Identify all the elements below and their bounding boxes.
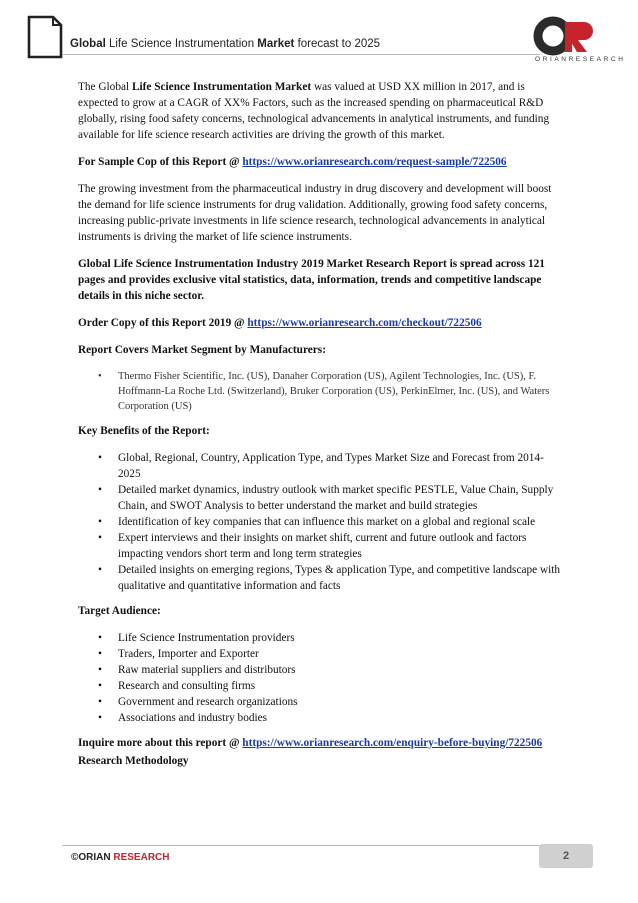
manufacturers-list [78,369,563,414]
sample-link[interactable]: https://www.orianresearch.com/request-sample/722506 [242,156,507,168]
audience-list [78,630,563,726]
header-title-prefix: Global [70,38,106,50]
list-item: • Expert interviews and their insights on market shift, current and future outlook and factors impacting vendors short term and long term strategies [78,530,563,562]
list-item: • Raw material suppliers and distributors [78,662,563,678]
list-item: • Life Science Instrumentation providers [78,630,563,646]
list-item: • Detailed insights on emerging regions, Types & application Type, and competitive landscape with qualitative and quantitative information and facts [78,562,563,594]
sample-paragraph [78,154,563,170]
methodology-heading: Research Methodology [78,755,189,767]
list-item: • Associations and industry bodies [78,710,563,726]
order-link[interactable]: https://www.orianresearch.com/checkout/722506 [247,317,482,329]
header-title-suffix: forecast to 2025 [297,38,381,50]
benefits-heading: Key Benefits of the Report: [78,425,210,437]
header-title [70,38,380,50]
copyright-brand: RESEARCH [113,852,170,863]
logo-text: ORIANRESEARCH [535,56,626,63]
order-paragraph [78,315,563,331]
header-title-mid: Life Science Instrumentation [108,38,255,50]
header-divider [62,54,540,55]
growing-paragraph: The growing investment from the pharmaceutical industry in drug discovery and development will boost the demand for life science instruments for drug validation. Additionally, growing food safety concerns, increasing public-private investments in life science research, technological advancements in analytical instruments is driving the market of life science instruments. [78,183,552,243]
page-number-badge: 2 [539,844,593,868]
list-item: • Government and research organizations [78,694,563,710]
list-item: • Traders, Importer and Exporter [78,646,563,662]
inquire-paragraph [78,735,563,751]
header-title-bold: Market [257,38,295,50]
audience-heading: Target Audience: [78,605,161,617]
footer-divider [62,845,542,846]
document-icon [27,15,63,59]
list-item: • Research and consulting firms [78,678,563,694]
intro-text-c: was valued at USD XX million in 2017, and is expected to grow at a CAGR of XX% Factors, such as the increased spending on pharmaceutical R&D globally, rising food safety concerns, technological advancements in analytical instruments, and funding available for life science research activities are driving the growth of this market. [78,81,550,141]
copyright-prefix: ©ORIAN [71,852,114,863]
intro-market-name: Life Science Instrumentation Market [131,81,312,93]
inquire-link[interactable]: https://www.orianresearch.com/enquiry-before-buying/722506 [242,737,543,749]
manufacturers-heading: Report Covers Market Segment by Manufacturers: [78,344,326,356]
list-item: • Identification of key companies that can influence this market on a global and regional scale [78,514,563,530]
order-label: Order Copy of this Report 2019 @ [78,317,248,329]
footer-copyright [71,852,170,863]
intro-text-a: The Global [78,81,132,93]
sample-label: For Sample Cop of this Report @ [78,156,243,168]
benefits-list [78,450,563,594]
list-item: • Global, Regional, Country, Application Type, and Types Market Size and Forecast from 2014-2025 [78,450,563,482]
inquire-label: Inquire more about this report @ [78,737,243,749]
list-item: • Thermo Fisher Scientific, Inc. (US), Danaher Corporation (US), Agilent Technologies, Inc. (US), F. Hoffmann-La Roche Ltd. (Switzerland), Bruker Corporation (US), PerkinElmer, Inc. (US), and Waters Corporation (US) [78,369,563,414]
intro-paragraph [78,79,563,143]
document-body [78,79,563,780]
industry-paragraph: Global Life Science Instrumentation Industry 2019 Market Research Report is spread across 121 pages and provides exclusive vital statistics, data, information, trends and competitive landscape details in this niche sector. [78,258,545,302]
list-item: • Detailed market dynamics, industry outlook with market specific PESTLE, Value Chain, Supply Chain, and SWOT Analysis to better understand the market and build strategies [78,482,563,514]
